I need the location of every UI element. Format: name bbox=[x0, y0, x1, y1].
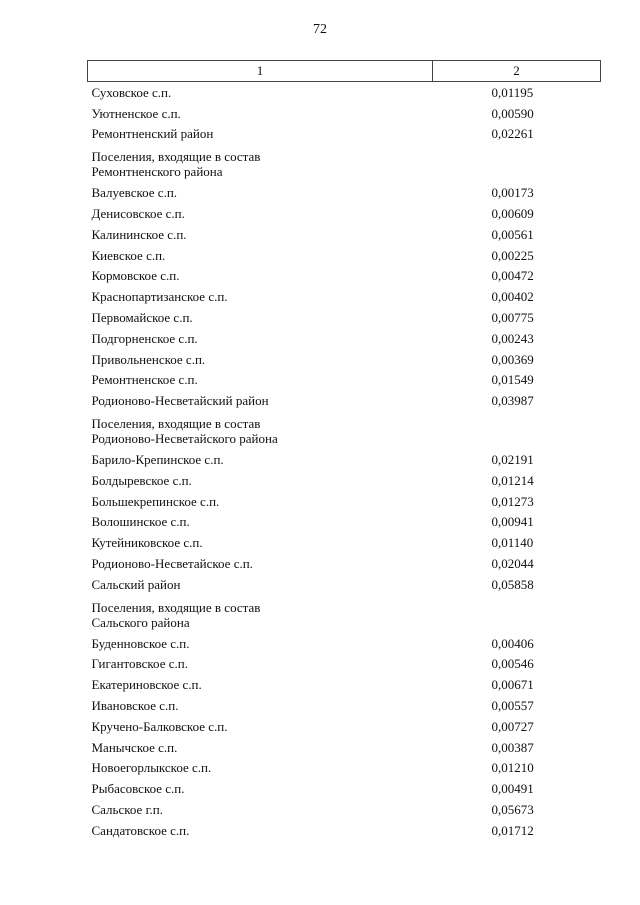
table-row bbox=[88, 449, 601, 470]
row-name: Подгорненское с.п. bbox=[91, 330, 198, 346]
table-row bbox=[88, 245, 601, 266]
row-name: Сандатовское с.п. bbox=[91, 822, 190, 838]
table-row bbox=[88, 266, 601, 287]
row-value: 0,00369 bbox=[491, 351, 534, 367]
row-name: Кормовское с.п. bbox=[91, 268, 180, 284]
table-row bbox=[88, 532, 601, 553]
table-row bbox=[88, 124, 601, 145]
row-name: Волошинское с.п. bbox=[91, 514, 190, 530]
row-name: Валуевское с.п. bbox=[91, 185, 178, 201]
table-row bbox=[88, 491, 601, 512]
row-value bbox=[433, 411, 601, 449]
row-name: Поселения, входящие в состав Ремонтненского района bbox=[91, 149, 261, 180]
row-name: Привольненское с.п. bbox=[91, 351, 206, 367]
row-value bbox=[433, 144, 601, 182]
row-name: Краснопартизанское с.п. bbox=[91, 289, 228, 305]
row-value: 0,00173 bbox=[491, 185, 534, 201]
row-value: 0,01214 bbox=[491, 472, 534, 488]
table-row bbox=[88, 390, 601, 411]
row-value: 0,02044 bbox=[491, 556, 534, 572]
row-value: 0,00775 bbox=[491, 310, 534, 326]
row-value: 0,01140 bbox=[491, 535, 534, 551]
table-row bbox=[88, 224, 601, 245]
row-name: Суховское с.п. bbox=[91, 84, 172, 100]
table-row bbox=[88, 103, 601, 124]
row-name: Киевское с.п. bbox=[91, 247, 166, 263]
row-name: Ремонтненское с.п. bbox=[91, 372, 198, 388]
column-header-2: 2 bbox=[433, 61, 601, 82]
table-row bbox=[88, 82, 601, 103]
row-value: 0,00561 bbox=[491, 226, 534, 242]
column-header-1: 1 bbox=[88, 61, 433, 82]
table-row bbox=[88, 716, 601, 737]
table-row bbox=[88, 778, 601, 799]
page-number: 72 bbox=[313, 22, 327, 37]
table-row bbox=[88, 799, 601, 820]
row-name: Уютненское с.п. bbox=[91, 105, 181, 121]
row-value: 0,00472 bbox=[491, 268, 534, 284]
row-value: 0,01549 bbox=[491, 372, 534, 388]
table-row bbox=[88, 182, 601, 203]
table-row bbox=[88, 328, 601, 349]
row-name: Кутейниковское с.п. bbox=[91, 535, 203, 551]
row-value bbox=[433, 595, 601, 633]
table-row bbox=[88, 286, 601, 307]
table-row bbox=[88, 512, 601, 533]
row-name: Сальский район bbox=[91, 576, 181, 592]
table-row bbox=[88, 633, 601, 654]
table-row bbox=[88, 737, 601, 758]
row-value: 0,00225 bbox=[491, 247, 534, 263]
table-row bbox=[88, 470, 601, 491]
allocation-table bbox=[87, 60, 601, 841]
row-name: Гигантовское с.п. bbox=[91, 656, 188, 672]
row-name: Первомайское с.п. bbox=[91, 310, 193, 326]
table-row bbox=[88, 349, 601, 370]
row-name: Болдыревское с.п. bbox=[91, 472, 192, 488]
row-value: 0,01195 bbox=[491, 84, 534, 100]
table-row bbox=[88, 144, 601, 182]
table-row bbox=[88, 695, 601, 716]
row-value: 0,01712 bbox=[491, 822, 534, 838]
table-row bbox=[88, 654, 601, 675]
row-value: 0,03987 bbox=[491, 393, 534, 409]
row-value: 0,00243 bbox=[491, 330, 534, 346]
row-value: 0,02191 bbox=[491, 452, 534, 468]
row-value: 0,00590 bbox=[491, 105, 534, 121]
row-name: Сальское г.п. bbox=[91, 802, 163, 817]
row-name: Ивановское с.п. bbox=[91, 698, 179, 714]
row-value: 0,00557 bbox=[491, 698, 534, 714]
table-body bbox=[88, 82, 601, 841]
row-name: Рыбасовское с.п. bbox=[91, 781, 185, 797]
row-value: 0,00609 bbox=[491, 206, 534, 222]
table-row bbox=[88, 820, 601, 841]
row-name: Большекрепинское с.п. bbox=[91, 493, 220, 509]
row-value: 0,00387 bbox=[491, 739, 534, 755]
table-row bbox=[88, 411, 601, 449]
row-name: Екатериновское с.п. bbox=[91, 677, 202, 693]
table-row bbox=[88, 674, 601, 695]
row-value: 0,05858 bbox=[491, 576, 534, 592]
row-name: Родионово-Несветайский район bbox=[91, 393, 269, 409]
row-value: 0,00546 bbox=[491, 656, 534, 672]
row-value: 0,00406 bbox=[491, 635, 534, 651]
row-name: Барило-Крепинское с.п. bbox=[91, 452, 224, 468]
row-name: Поселения, входящие в состав Сальского района bbox=[91, 599, 261, 630]
table-row bbox=[88, 758, 601, 779]
row-name: Буденновское с.п. bbox=[91, 635, 190, 651]
row-name: Денисовское с.п. bbox=[91, 206, 185, 222]
table-row bbox=[88, 370, 601, 391]
row-name: Манычское с.п. bbox=[91, 739, 178, 755]
row-value: 0,00402 bbox=[491, 289, 534, 305]
row-name: Поселения, входящие в состав Родионово-Несветайского района bbox=[91, 416, 278, 447]
row-value: 0,01273 bbox=[491, 493, 534, 509]
row-name: Ремонтненский район bbox=[91, 126, 214, 142]
table-row bbox=[88, 203, 601, 224]
row-value: 0,00671 bbox=[491, 677, 534, 693]
row-value: 0,01210 bbox=[491, 760, 534, 776]
table-row bbox=[88, 307, 601, 328]
table-row bbox=[88, 595, 601, 633]
row-value: 0,00491 bbox=[491, 781, 534, 797]
row-name: Новоегорлыкское с.п. bbox=[91, 760, 212, 776]
row-value: 0,00727 bbox=[491, 718, 534, 734]
row-name: Калининское с.п. bbox=[91, 226, 187, 242]
row-value: 0,05673 bbox=[491, 802, 534, 817]
row-name: Кручено-Балковское с.п. bbox=[91, 718, 228, 734]
row-value: 0,02261 bbox=[491, 126, 534, 142]
table-row bbox=[88, 553, 601, 574]
row-name: Родионово-Несветайское с.п. bbox=[91, 556, 253, 572]
row-value: 0,00941 bbox=[491, 514, 534, 530]
table-header-row bbox=[88, 61, 601, 82]
table-row bbox=[88, 574, 601, 595]
